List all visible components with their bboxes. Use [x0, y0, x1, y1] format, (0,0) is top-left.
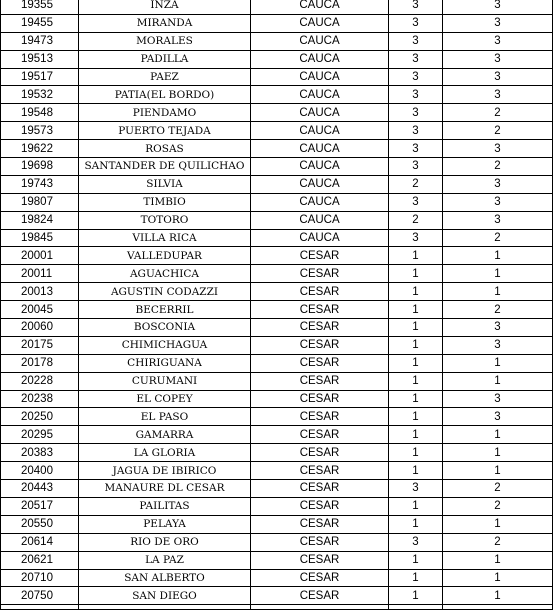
municipality-code-cell: 19698 [1, 158, 79, 176]
department-cell: CAUCA [251, 0, 389, 14]
municipality-code-cell: 20228 [1, 372, 79, 390]
table-row [1, 14, 553, 32]
department-cell: CESAR [251, 462, 389, 480]
value-column-5-cell: 3 [443, 14, 553, 32]
table-row [1, 158, 553, 176]
municipality-code-cell: 20621 [1, 551, 79, 569]
municipality-code-cell: 20013 [1, 283, 79, 301]
value-column-4-cell: 2 [389, 175, 443, 193]
value-column-4-cell: 3 [389, 193, 443, 211]
value-column-4-cell: 1 [389, 336, 443, 354]
table-row [1, 426, 553, 444]
value-column-5-cell: 3 [443, 50, 553, 68]
table-row [1, 408, 553, 426]
table-row [1, 569, 553, 587]
value-column-4-cell: 3 [389, 50, 443, 68]
table-row-cutoff [1, 605, 553, 610]
municipality-code-cell: 19845 [1, 229, 79, 247]
table-row [1, 193, 553, 211]
municipality-name-cell: AGUACHICA [79, 265, 251, 283]
value-column-5-cell: 1 [443, 515, 553, 533]
value-column-4-cell: 3 [389, 480, 443, 498]
municipality-name-cell: EL PASO [79, 408, 251, 426]
value-column-4-cell: 3 [389, 68, 443, 86]
value-column-5-cell: 1 [443, 283, 553, 301]
municipality-name-cell: LA PAZ [79, 551, 251, 569]
municipality-code-cell: 19532 [1, 86, 79, 104]
value-column-4-cell: 3 [389, 104, 443, 122]
value-column-5-cell: 3 [443, 336, 553, 354]
value-column-5-cell: 3 [443, 408, 553, 426]
value-column-5-cell: 1 [443, 587, 553, 605]
department-cell: CESAR [251, 569, 389, 587]
department-cell: CAUCA [251, 140, 389, 158]
municipality-name-cell: MORALES [79, 32, 251, 50]
municipality-name-cell: VALLEDUPAR [79, 247, 251, 265]
value-column-4-cell: 1 [389, 372, 443, 390]
municipality-code-cell: 20060 [1, 319, 79, 337]
value-column-5-cell: 3 [443, 175, 553, 193]
value-column-5-cell: 3 [443, 32, 553, 50]
municipality-name-cell: PADILLA [79, 50, 251, 68]
department-cell: CAUCA [251, 175, 389, 193]
value-column-5-cell: 3 [443, 140, 553, 158]
value-column-4-cell: 1 [389, 390, 443, 408]
department-cell: CESAR [251, 301, 389, 319]
table-row [1, 497, 553, 515]
department-cell: CESAR [251, 587, 389, 605]
table-row [1, 319, 553, 337]
value-column-5-cell: 1 [443, 551, 553, 569]
value-column-5-cell: 2 [443, 480, 553, 498]
municipality-name-cell: CHIMICHAGUA [79, 336, 251, 354]
department-cell: CESAR [251, 319, 389, 337]
department-cell: CESAR [251, 408, 389, 426]
department-cell: CESAR [251, 497, 389, 515]
value-column-5-cell: 1 [443, 265, 553, 283]
municipality-name-cell: PATIA(EL BORDO) [79, 86, 251, 104]
table-row [1, 551, 553, 569]
municipality-code-cell: 20710 [1, 569, 79, 587]
table-row [1, 175, 553, 193]
table-row [1, 122, 553, 140]
value-column-5-cell: 1 [443, 569, 553, 587]
municipality-code-cell: 19807 [1, 193, 79, 211]
table-row [1, 354, 553, 372]
table-row [1, 247, 553, 265]
department-cell: CAUCA [251, 104, 389, 122]
municipality-name-cell: CHIRIGUANA [79, 354, 251, 372]
value-column-4-cell: 1 [389, 551, 443, 569]
department-cell: CESAR [251, 390, 389, 408]
municipality-name-cell: PELAYA [79, 515, 251, 533]
department-cell: CAUCA [251, 158, 389, 176]
value-column-4-cell: 3 [389, 32, 443, 50]
municipality-code-cell: 20614 [1, 533, 79, 551]
department-cell: CESAR [251, 551, 389, 569]
table-row [1, 229, 553, 247]
municipality-name-cell: SAN DIEGO [79, 587, 251, 605]
value-column-4-cell: 3 [389, 140, 443, 158]
table-row [1, 480, 553, 498]
municipality-code-cell: 20443 [1, 480, 79, 498]
table-row [1, 390, 553, 408]
municipality-code-cell: 20400 [1, 462, 79, 480]
municipality-name-cell: CURUMANI [79, 372, 251, 390]
municipality-name-cell: LA GLORIA [79, 444, 251, 462]
table-row [1, 301, 553, 319]
table-row [1, 587, 553, 605]
municipality-code-cell: 20550 [1, 515, 79, 533]
value-column-4-cell: 1 [389, 462, 443, 480]
department-cell: CAUCA [251, 122, 389, 140]
value-column-5-cell: 3 [443, 390, 553, 408]
value-column-5-cell: 2 [443, 229, 553, 247]
municipality-code-cell: 19548 [1, 104, 79, 122]
value-column-5-cell: 3 [443, 193, 553, 211]
value-column-4-cell: 1 [389, 497, 443, 515]
municipality-code-cell: 20517 [1, 497, 79, 515]
municipality-name-cell: ROSAS [79, 140, 251, 158]
table-row [1, 283, 553, 301]
value-column-5-cell: 2 [443, 122, 553, 140]
table-row [1, 86, 553, 104]
municipality-code-cell: 20175 [1, 336, 79, 354]
department-cell: CESAR [251, 533, 389, 551]
value-column-5-cell: 2 [443, 301, 553, 319]
municipality-code-cell: 20750 [1, 587, 79, 605]
municipality-name-cell: MIRANDA [79, 14, 251, 32]
municipality-name-cell: INZA [79, 0, 251, 14]
municipality-code-cell: 20383 [1, 444, 79, 462]
empty-cell [1, 605, 79, 610]
department-cell: CESAR [251, 372, 389, 390]
value-column-4-cell: 3 [389, 14, 443, 32]
table-row [1, 104, 553, 122]
municipality-name-cell: PIENDAMO [79, 104, 251, 122]
value-column-4-cell: 3 [389, 86, 443, 104]
value-column-4-cell: 1 [389, 247, 443, 265]
department-cell: CAUCA [251, 50, 389, 68]
value-column-4-cell: 1 [389, 319, 443, 337]
value-column-4-cell: 1 [389, 283, 443, 301]
municipality-name-cell: BOSCONIA [79, 319, 251, 337]
municipality-name-cell: GAMARRA [79, 426, 251, 444]
municipality-code-cell: 19513 [1, 50, 79, 68]
department-cell: CAUCA [251, 32, 389, 50]
municipality-name-cell: PUERTO TEJADA [79, 122, 251, 140]
municipality-code-cell: 19455 [1, 14, 79, 32]
municipality-name-cell: MANAURE DL CESAR [79, 480, 251, 498]
department-cell: CESAR [251, 480, 389, 498]
table-row [1, 32, 553, 50]
municipality-name-cell: SAN ALBERTO [79, 569, 251, 587]
value-column-4-cell: 2 [389, 211, 443, 229]
department-cell: CAUCA [251, 193, 389, 211]
empty-cell [251, 605, 389, 610]
municipality-code-cell: 20250 [1, 408, 79, 426]
municipality-name-cell: PAILITAS [79, 497, 251, 515]
municipality-code-cell: 19622 [1, 140, 79, 158]
municipality-code-cell: 19355 [1, 0, 79, 14]
value-column-5-cell: 2 [443, 497, 553, 515]
department-cell: CAUCA [251, 211, 389, 229]
value-column-4-cell: 3 [389, 122, 443, 140]
value-column-4-cell: 3 [389, 229, 443, 247]
value-column-5-cell: 1 [443, 247, 553, 265]
department-cell: CESAR [251, 515, 389, 533]
table-row [1, 68, 553, 86]
value-column-5-cell: 1 [443, 444, 553, 462]
empty-cell [389, 605, 443, 610]
empty-cell [443, 605, 553, 610]
table-row [1, 444, 553, 462]
department-cell: CESAR [251, 247, 389, 265]
value-column-4-cell: 1 [389, 569, 443, 587]
value-column-5-cell: 3 [443, 86, 553, 104]
municipality-code-cell: 20295 [1, 426, 79, 444]
value-column-5-cell: 2 [443, 533, 553, 551]
value-column-5-cell: 3 [443, 211, 553, 229]
municipality-code-cell: 19473 [1, 32, 79, 50]
table-row [1, 462, 553, 480]
value-column-4-cell: 1 [389, 354, 443, 372]
department-cell: CAUCA [251, 86, 389, 104]
municipality-code-cell: 20001 [1, 247, 79, 265]
municipality-code-cell: 20045 [1, 301, 79, 319]
value-column-4-cell: 1 [389, 301, 443, 319]
department-cell: CAUCA [251, 229, 389, 247]
value-column-4-cell: 1 [389, 426, 443, 444]
municipality-name-cell: EL COPEY [79, 390, 251, 408]
municipality-code-cell: 20011 [1, 265, 79, 283]
municipality-name-cell: AGUSTIN CODAZZI [79, 283, 251, 301]
municipality-name-cell: BECERRIL [79, 301, 251, 319]
table-row [1, 533, 553, 551]
municipality-code-cell: 19517 [1, 68, 79, 86]
department-cell: CESAR [251, 354, 389, 372]
municipality-code-cell: 19743 [1, 175, 79, 193]
value-column-4-cell: 1 [389, 587, 443, 605]
table-row [1, 140, 553, 158]
value-column-5-cell: 3 [443, 319, 553, 337]
value-column-5-cell: 1 [443, 462, 553, 480]
table-row [1, 50, 553, 68]
value-column-4-cell: 1 [389, 515, 443, 533]
department-cell: CESAR [251, 426, 389, 444]
value-column-5-cell: 2 [443, 158, 553, 176]
value-column-4-cell: 1 [389, 408, 443, 426]
department-cell: CESAR [251, 265, 389, 283]
department-cell: CAUCA [251, 68, 389, 86]
department-cell: CESAR [251, 283, 389, 301]
table-row [1, 211, 553, 229]
municipality-name-cell: TIMBIO [79, 193, 251, 211]
municipality-name-cell: SANTANDER DE QUILICHAO [79, 158, 251, 176]
municipality-name-cell: PAEZ [79, 68, 251, 86]
value-column-4-cell: 3 [389, 0, 443, 14]
table-row [1, 336, 553, 354]
value-column-4-cell: 1 [389, 444, 443, 462]
table-row [1, 515, 553, 533]
value-column-5-cell: 2 [443, 104, 553, 122]
municipality-name-cell: TOTORO [79, 211, 251, 229]
table-body [1, 0, 553, 610]
value-column-5-cell: 3 [443, 0, 553, 14]
department-cell: CAUCA [251, 14, 389, 32]
municipality-code-cell: 19824 [1, 211, 79, 229]
value-column-5-cell: 3 [443, 68, 553, 86]
department-cell: CESAR [251, 336, 389, 354]
value-column-4-cell: 3 [389, 533, 443, 551]
municipality-name-cell: VILLA RICA [79, 229, 251, 247]
table-row [1, 0, 553, 14]
municipality-name-cell: RIO DE ORO [79, 533, 251, 551]
department-cell: CESAR [251, 444, 389, 462]
value-column-5-cell: 1 [443, 354, 553, 372]
municipality-name-cell: SILVIA [79, 175, 251, 193]
value-column-5-cell: 1 [443, 426, 553, 444]
municipality-code-cell: 19573 [1, 122, 79, 140]
table-row [1, 372, 553, 390]
municipality-name-cell: JAGUA DE IBIRICO [79, 462, 251, 480]
value-column-5-cell: 1 [443, 372, 553, 390]
table-row [1, 265, 553, 283]
municipality-code-cell: 20178 [1, 354, 79, 372]
municipality-code-cell: 20238 [1, 390, 79, 408]
empty-cell [79, 605, 251, 610]
value-column-4-cell: 1 [389, 265, 443, 283]
value-column-4-cell: 3 [389, 158, 443, 176]
